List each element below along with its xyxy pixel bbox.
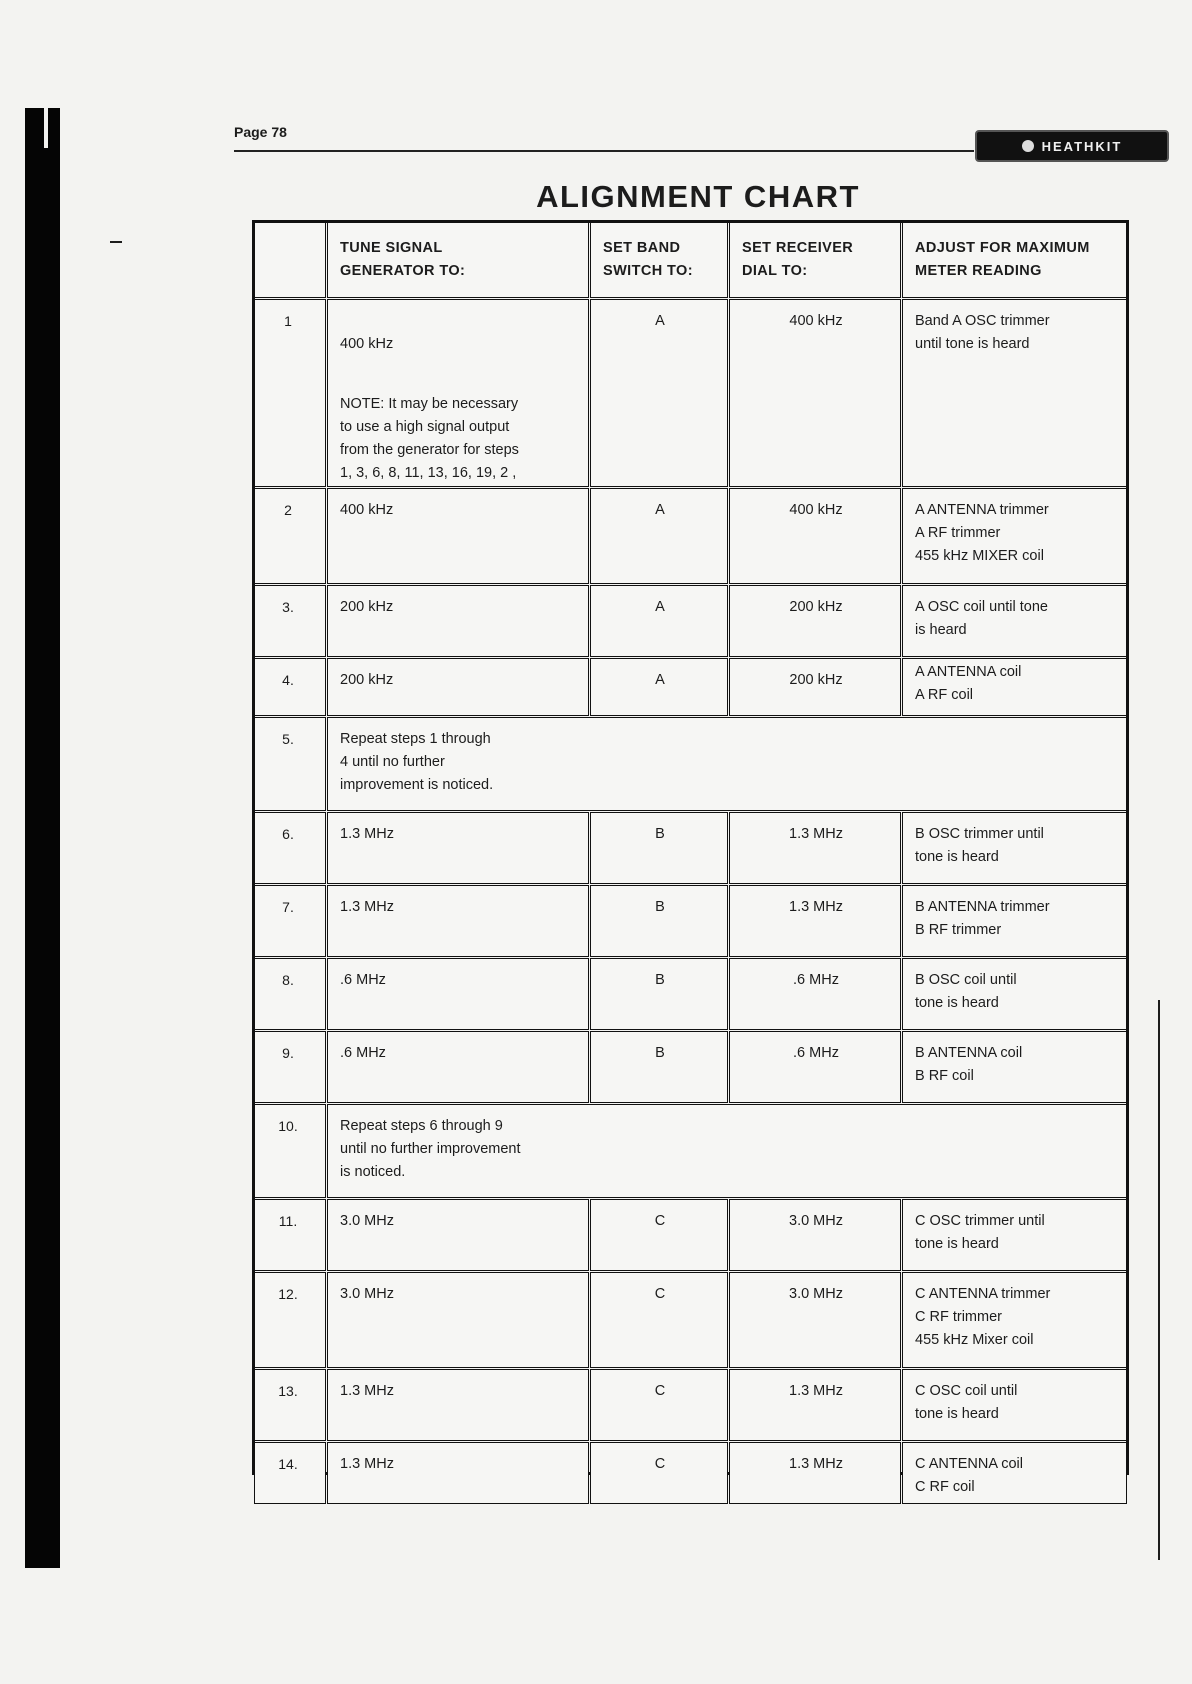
header-adjust: ADJUST FOR MAXIMUM METER READING: [903, 223, 1126, 297]
band-cell: C: [591, 1273, 727, 1367]
repeat-instruction: Repeat steps 6 through 9 until no further improvement is noticed.: [328, 1105, 1126, 1197]
generator-cell: .6 MHz: [328, 959, 588, 1029]
note-text: NOTE: It may be necessary to use a high signal output from the generator for steps 1, 3, 6, 8, 11, 13, 16, 19, 2 ,: [340, 396, 519, 481]
step-number: 11.: [255, 1200, 325, 1270]
page-binding-edge: [25, 108, 60, 1568]
adjust-cell: A OSC coil until tone is heard: [903, 586, 1126, 656]
dial-cell: 400 kHz: [730, 300, 900, 486]
adjust-cell: C ANTENNA coil C RF coil: [903, 1443, 1126, 1503]
band-cell: B: [591, 886, 727, 956]
band-cell: C: [591, 1443, 727, 1503]
page-title: ALIGNMENT CHART: [536, 179, 860, 214]
generator-value: 400 kHz: [340, 336, 394, 352]
dial-cell: 200 kHz: [730, 659, 900, 715]
step-number: 13.: [255, 1370, 325, 1440]
header-band: SET BAND SWITCH TO:: [591, 223, 727, 297]
adjust-cell: A ANTENNA coil A RF coil: [903, 659, 1126, 715]
right-edge-line: [1158, 1000, 1160, 1560]
dial-cell: 1.3 MHz: [730, 886, 900, 956]
step-number: 3.: [255, 586, 325, 656]
adjust-cell: B ANTENNA coil B RF coil: [903, 1032, 1126, 1102]
dial-cell: 1.3 MHz: [730, 1370, 900, 1440]
logo-text: HEATHKIT: [1041, 138, 1123, 154]
dial-cell: 200 kHz: [730, 586, 900, 656]
step-number: 5.: [255, 718, 325, 810]
adjust-cell: B OSC trimmer until tone is heard: [903, 813, 1126, 883]
band-cell: C: [591, 1200, 727, 1270]
heathkit-logo: [975, 130, 1169, 162]
dial-cell: .6 MHz: [730, 1032, 900, 1102]
header-dial: SET RECEIVER DIAL TO:: [730, 223, 900, 297]
adjust-cell: C ANTENNA trimmer C RF trimmer 455 kHz Mixer coil: [903, 1273, 1126, 1367]
logo-emblem-icon: [1022, 140, 1034, 152]
step-number: 6.: [255, 813, 325, 883]
step-number: 2: [255, 489, 325, 583]
step-number: 4.: [255, 659, 325, 715]
step-number: 12.: [255, 1273, 325, 1367]
band-cell: A: [591, 489, 727, 583]
generator-cell: 3.0 MHz: [328, 1200, 588, 1270]
scan-mark: [110, 241, 122, 243]
adjust-cell: C OSC coil until tone is heard: [903, 1370, 1126, 1440]
generator-cell: .6 MHz: [328, 1032, 588, 1102]
band-cell: A: [591, 586, 727, 656]
dial-cell: 1.3 MHz: [730, 1443, 900, 1503]
generator-cell: [328, 300, 588, 486]
alignment-chart-table: [252, 220, 1129, 1495]
dial-cell: 400 kHz: [730, 489, 900, 583]
generator-cell: 1.3 MHz: [328, 813, 588, 883]
step-number: 14.: [255, 1443, 325, 1503]
dial-cell: 3.0 MHz: [730, 1200, 900, 1270]
band-cell: B: [591, 959, 727, 1029]
generator-cell: 1.3 MHz: [328, 1370, 588, 1440]
adjust-cell: Band A OSC trimmer until tone is heard: [903, 300, 1126, 486]
dial-cell: .6 MHz: [730, 959, 900, 1029]
generator-cell: 200 kHz: [328, 659, 588, 715]
repeat-instruction: Repeat steps 1 through 4 until no further improvement is noticed.: [328, 718, 1126, 810]
band-cell: A: [591, 659, 727, 715]
band-cell: A: [591, 300, 727, 486]
generator-cell: 200 kHz: [328, 586, 588, 656]
page-number: Page 78: [234, 124, 287, 140]
header-generator: TUNE SIGNAL GENERATOR TO:: [328, 223, 588, 297]
band-cell: B: [591, 1032, 727, 1102]
header-rule: [234, 150, 974, 152]
step-number: 10.: [255, 1105, 325, 1197]
adjust-cell: B ANTENNA trimmer B RF trimmer: [903, 886, 1126, 956]
step-number: 7.: [255, 886, 325, 956]
generator-cell: 3.0 MHz: [328, 1273, 588, 1367]
step-number: 9.: [255, 1032, 325, 1102]
dial-cell: 1.3 MHz: [730, 813, 900, 883]
generator-cell: 400 kHz: [328, 489, 588, 583]
dial-cell: 3.0 MHz: [730, 1273, 900, 1367]
step-number: 8.: [255, 959, 325, 1029]
binding-notch: [44, 108, 48, 148]
adjust-cell: B OSC coil until tone is heard: [903, 959, 1126, 1029]
band-cell: C: [591, 1370, 727, 1440]
adjust-cell: A ANTENNA trimmer A RF trimmer 455 kHz MIXER coil: [903, 489, 1126, 583]
band-cell: B: [591, 813, 727, 883]
generator-cell: 1.3 MHz: [328, 1443, 588, 1503]
header-step: [255, 223, 325, 297]
generator-cell: 1.3 MHz: [328, 886, 588, 956]
adjust-cell: C OSC trimmer until tone is heard: [903, 1200, 1126, 1270]
step-number: 1: [255, 300, 325, 486]
